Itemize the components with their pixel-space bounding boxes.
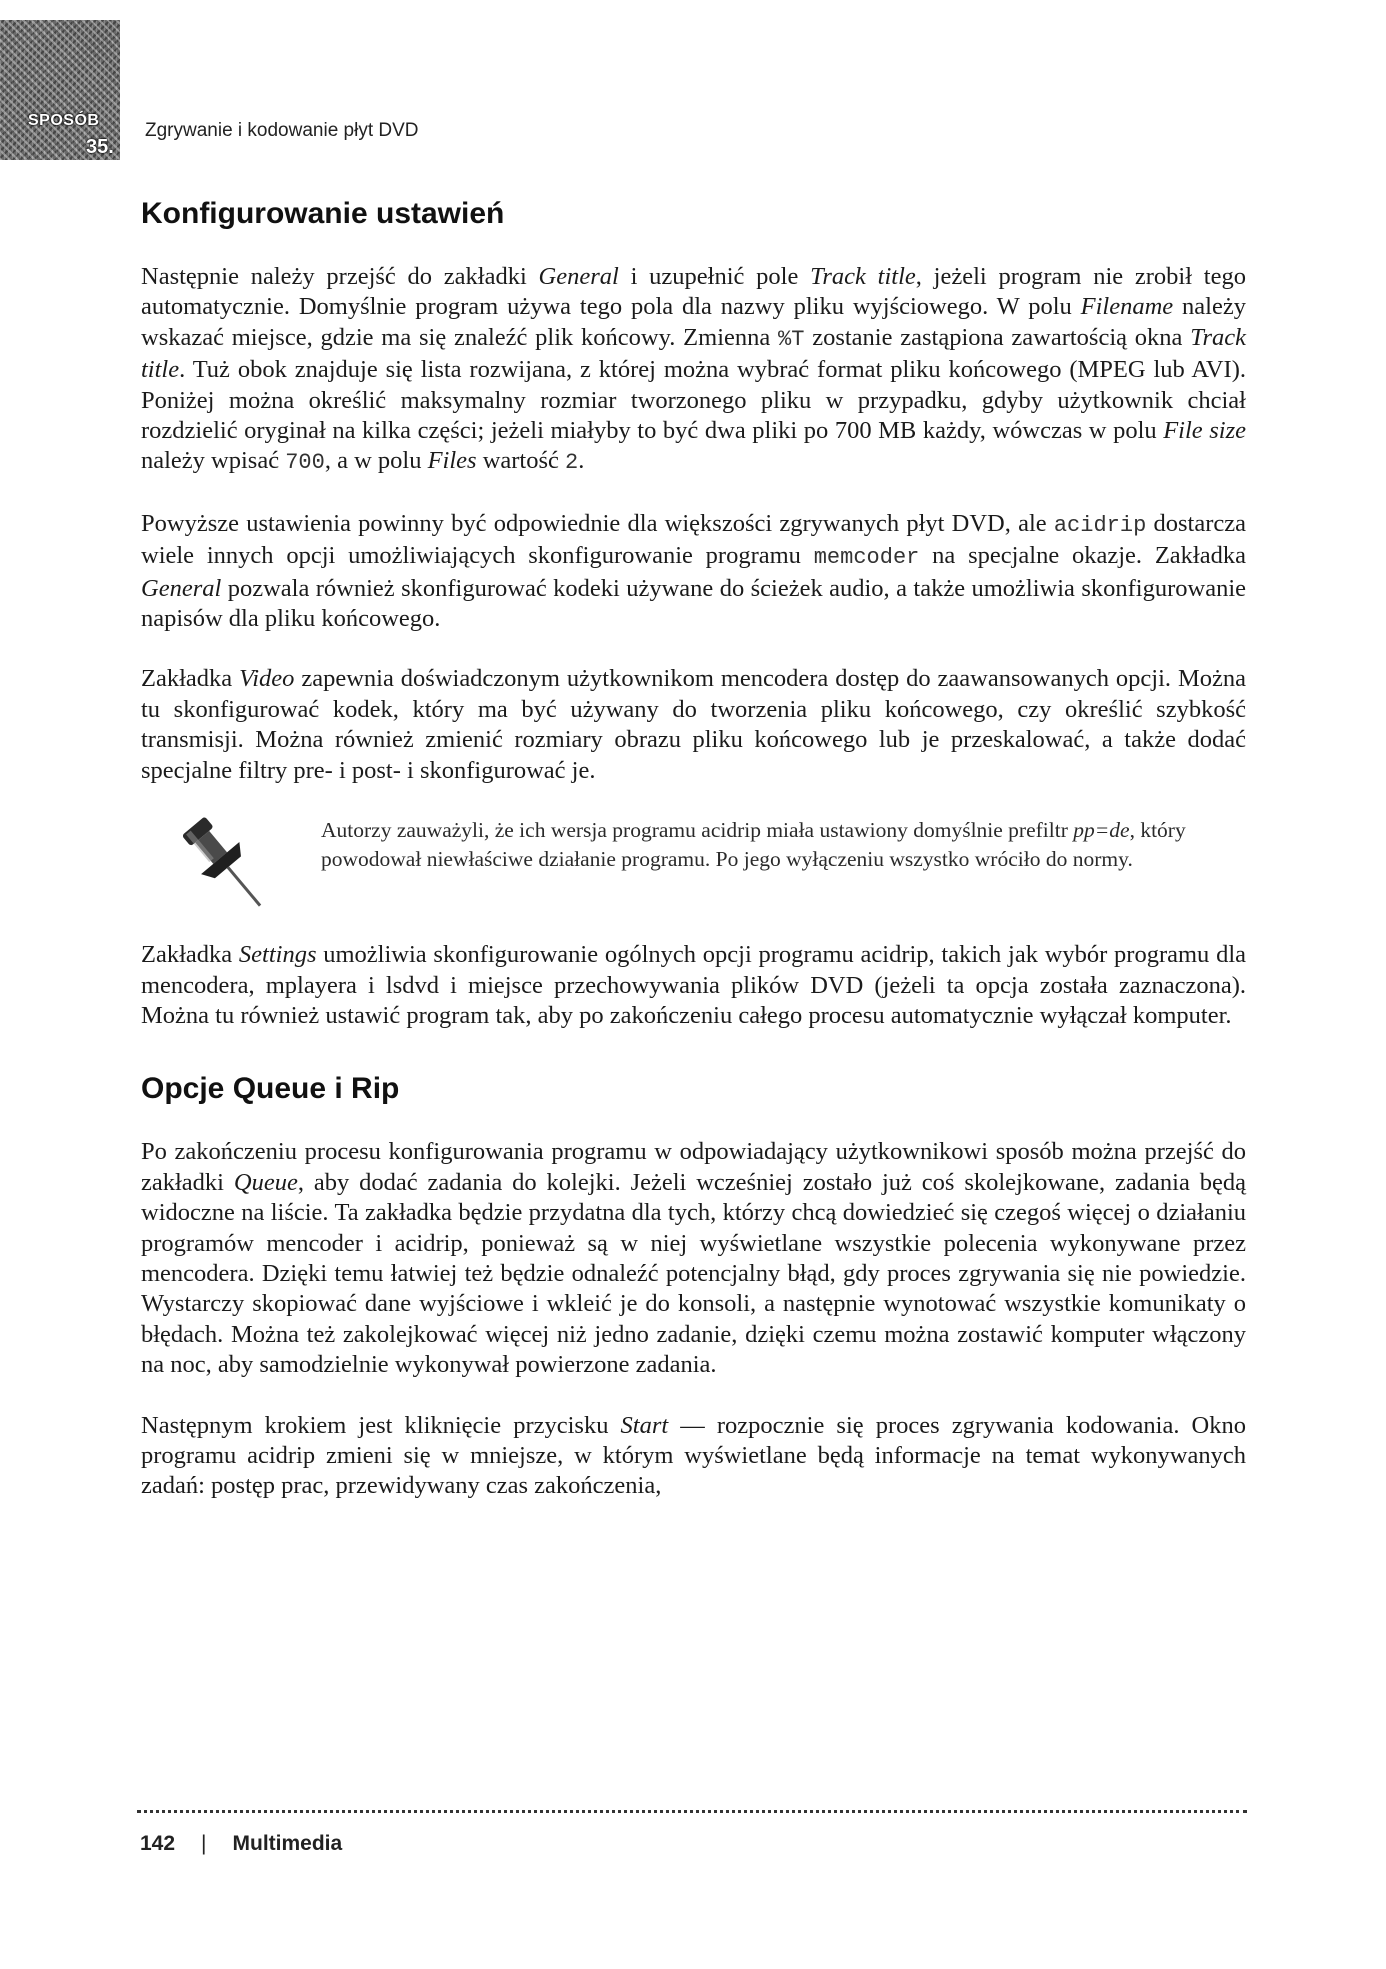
paragraph: Zakładka Video zapewnia doświadczonym użytkownikom mencodera dostęp do zaawansowanych opcji. Można tu skonfigurować kodek, który ma być używany do tworzenia pliku końcowego, czy określić szybkość transmisji. Można również zmienić rozmiary obrazu pliku końcowego lub je przeskalować, a także dodać specjalne filtry pre- i post- i skonfigurować je.: [141, 665, 1246, 784]
ui-term: Track title: [141, 323, 1246, 384]
footer-divider: [137, 1810, 1247, 1813]
sposob-badge-icon: [0, 20, 120, 160]
code-term: 2: [565, 450, 579, 476]
ui-term: Track title: [810, 263, 916, 290]
footer-separator: |: [201, 1832, 207, 1855]
tip-note: [141, 816, 1246, 906]
ui-term: General: [141, 574, 222, 602]
code-term: memcoder: [813, 545, 920, 571]
running-title: Zgrywanie i kodowanie płyt DVD: [145, 120, 419, 141]
section-heading-settings: Konfigurowanie ustawień: [141, 197, 505, 230]
ui-term: General: [538, 263, 619, 290]
paragraph: Następnie należy przejść do zakładki General i uzupełnić pole Track title, jeżeli program nie zrobił tego automatycznie. Domyślnie program używa tego pola dla nazwy pliku wyjściowego. W polu Filename należy wskazać miejsce, gdzie ma się znaleźć plik końcowy. Zmienna %T zostanie zastąpiona zawartością okna Track title. Tuż obok znajduje się lista rozwijana, z której można wybrać format pliku końcowego (MPEG lub AVI). Poniżej można określić maksymalny rozmiar tworzonego pliku w przypadku, gdyby użytkownik chciał rozdzielić oryginał na kilka części; jeżeli miałyby to być dwa pliki po 700 MB każdy, wówczas w polu File size należy wpisać 700, a w polu Files wartość 2.: [141, 263, 1246, 476]
page-number: 142: [140, 1832, 176, 1855]
pushpin-icon: [171, 810, 281, 920]
section-heading-queue-rip: Opcje Queue i Rip: [141, 1072, 400, 1106]
ui-term: File size: [1163, 417, 1246, 445]
paragraph: Powyższe ustawienia powinny być odpowiednie dla większości zgrywanych płyt DVD, ale acidrip dostarcza wiele innych opcji umożliwiających skonfigurowanie programu memcoder na specjalne okazje. Zakładka General pozwala również skonfigurować kodeki używane do ścieżek audio, a także umożliwia skonfigurowanie napisów dla pliku końcowego.: [141, 509, 1246, 633]
tip-text: Autorzy zauważyli, że ich wersja programu acidrip miała ustawiony domyślnie prefiltr pp=de, który powodował niewłaściwe działanie programu. Po jego wyłączeniu wszystko wróciło do normy.: [321, 818, 1186, 872]
ui-term: pp=de: [1073, 818, 1130, 843]
code-term: %T: [778, 326, 805, 352]
badge-number: 35.: [86, 136, 114, 158]
chapter-name: Multimedia: [232, 1832, 343, 1855]
badge-label: SPOSÓB: [28, 112, 100, 129]
ui-term: Queue: [233, 1168, 298, 1196]
ui-term: Start: [620, 1411, 669, 1439]
ui-term: Video: [239, 665, 295, 693]
paragraph: Następnym krokiem jest kliknięcie przycisku Start — rozpocznie się proces zgrywania kodowania. Okno programu acidrip zmieni się w mniejsze, w którym wyświetlane będą informacje na temat wykonywanych zadań: postęp prac, przewidywany czas zakończenia,: [141, 1411, 1246, 1500]
paragraph: Po zakończeniu procesu konfigurowania programu w odpowiadający użytkownikowi sposób można przejść do zakładki Queue, aby dodać zadania do kolejki. Jeżeli wcześniej zostało już coś skolejkowane, zadania będą widoczne na liście. Ta zakładka będzie przydatna dla tych, którzy chcą dowiedzieć się czegoś więcej o działaniu programów mencoder i acidrip, ponieważ są w niej wyświetlane wszystkie polecenia wykonywane przez mencodera. Dzięki temu łatwiej też będzie odnaleźć potencjalny błąd, gdy proces zgrywania się nie powiedzie. Wystarczy skopiować dane wyjściowe i wkleić je do konsoli, a następnie wynotować wszystkie komunikaty o błędach. Można też zakolejkować więcej niż jedno zadanie, dzięki czemu można zostawić komputer włączony na noc, aby samodzielnie wykonywał powierzone zadania.: [141, 1138, 1246, 1379]
page-footer: [140, 1832, 342, 1856]
ui-term: Filename: [1080, 293, 1174, 321]
code-term: 700: [285, 450, 325, 476]
code-term: acidrip: [1053, 512, 1147, 538]
ui-term: Files: [427, 447, 477, 475]
page-content: [141, 196, 1246, 1502]
paragraph: Zakładka Settings umożliwia skonfigurowanie ogólnych opcji programu acidrip, takich jak wybór programu dla mencodera, mplayera i lsdvd i miejsce przechowywania plików DVD (jeżeli ta opcja została zaznaczona). Można tu również ustawić program tak, aby po zakończeniu całego procesu automatycznie wyłączał komputer.: [141, 941, 1246, 1029]
ui-term: Settings: [238, 941, 317, 969]
